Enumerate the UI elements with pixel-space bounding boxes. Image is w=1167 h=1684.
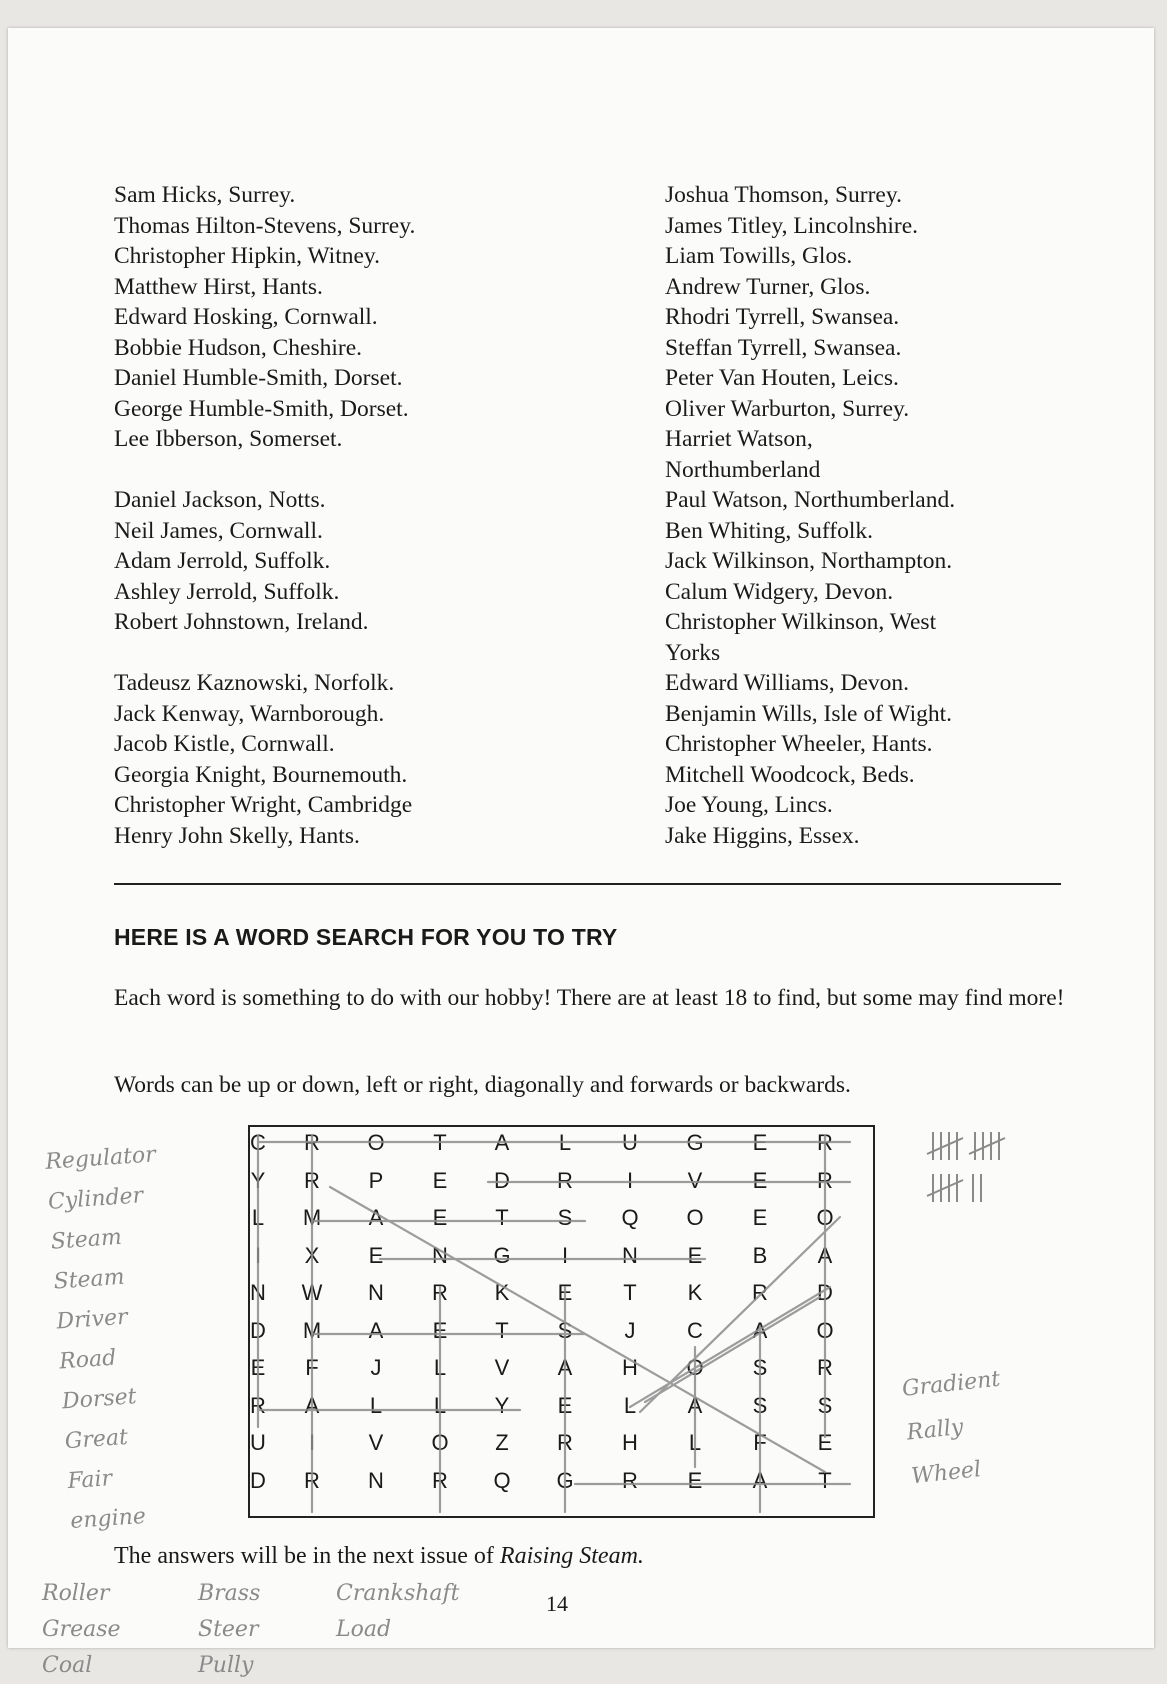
grid-letter: R <box>304 1130 320 1155</box>
grid-letter: Y <box>250 1167 266 1193</box>
grid-letter: S <box>557 1205 573 1230</box>
grid-letter: H <box>622 1355 638 1380</box>
grid-letter: D <box>250 1467 266 1493</box>
grid-letter: N <box>250 1280 266 1305</box>
grid-letter: A <box>817 1242 833 1268</box>
handwritten-word: Crankshaft <box>336 1581 460 1606</box>
handwritten-notes-bottom-2 <box>198 1576 260 1684</box>
grid-letter: E <box>432 1167 448 1193</box>
grid-letter: U <box>250 1430 266 1455</box>
grid-letter: R <box>304 1167 320 1193</box>
grid-letter: I <box>561 1242 569 1268</box>
grid-letter: N <box>432 1242 448 1268</box>
list-gap <box>114 455 415 486</box>
grid-letter: M <box>302 1317 322 1343</box>
grid-letter: E <box>250 1355 266 1380</box>
grid-letter: O <box>816 1205 834 1230</box>
grid-letter: Q <box>493 1467 511 1493</box>
grid-letter: J <box>624 1317 636 1343</box>
grid-letter: Z <box>495 1430 509 1455</box>
handwritten-notes-left <box>44 1135 182 1542</box>
member-name: Adam Jerrold, Suffolk. <box>114 548 331 574</box>
grid-letter: L <box>558 1130 572 1155</box>
word-search-heading: HERE IS A WORD SEARCH FOR YOU TO TRY <box>114 924 618 950</box>
grid-letter: B <box>752 1242 768 1268</box>
member-name: Jack Wilkinson, Northampton. <box>665 548 953 574</box>
page-number: 14 <box>546 1591 568 1616</box>
grid-letter: S <box>557 1317 573 1343</box>
grid-letter: L <box>623 1392 637 1418</box>
grid-letter: E <box>557 1392 573 1418</box>
grid-letter: R <box>817 1355 833 1380</box>
grid-letter: D <box>494 1167 510 1193</box>
member-name: Ashley Jerrold, Suffolk. <box>114 578 340 605</box>
handwritten-word: Grease <box>42 1617 121 1642</box>
handwritten-word: Rally <box>905 1414 965 1446</box>
handwritten-word: Great <box>64 1424 129 1455</box>
grid-letter: I <box>308 1430 316 1455</box>
word-search-rules: Words can be up or down, left or right, diagonally and forwards or backwards. <box>114 1072 851 1098</box>
grid-letter: T <box>495 1205 509 1230</box>
grid-letter: W <box>301 1280 323 1305</box>
grid-letter: S <box>752 1392 768 1418</box>
member-name: Harriet Watson, <box>665 426 813 452</box>
grid-letter: C <box>687 1317 703 1343</box>
grid-letter: P <box>368 1167 384 1193</box>
grid-letter: D <box>817 1280 833 1305</box>
grid-letter: L <box>251 1205 265 1230</box>
member-name: Joshua Thomson, Surrey. <box>665 182 902 208</box>
member-name: Neil James, Cornwall. <box>114 517 323 544</box>
magazine-page <box>8 28 1154 1678</box>
grid-letter: R <box>752 1280 768 1305</box>
grid-letter: V <box>494 1355 510 1380</box>
member-name: Calum Widgery, Devon. <box>665 578 894 605</box>
grid-letter: E <box>368 1242 384 1268</box>
grid-letter: Y <box>494 1392 510 1418</box>
grid-letter: G <box>493 1242 511 1268</box>
grid-letter: R <box>432 1467 448 1493</box>
member-name: Steffan Tyrrell, Swansea. <box>665 334 902 361</box>
grid-letter: V <box>368 1430 384 1455</box>
handwritten-word: Cylinder <box>47 1183 144 1215</box>
member-name: Robert Johnstown, Ireland. <box>114 609 369 635</box>
handwritten-notes-right <box>900 1358 1012 1500</box>
handwritten-notes-bottom-3 <box>336 1576 460 1648</box>
grid-letter: E <box>817 1430 833 1455</box>
grid-letter: G <box>686 1130 704 1155</box>
word-search-intro: Each word is something to do with our hobby! There are at least 18 to find, but some may find more! <box>114 985 1065 1011</box>
grid-letter: R <box>557 1167 573 1193</box>
handwritten-word: Pully <box>198 1653 254 1678</box>
member-name: Paul Watson, Northumberland. <box>665 487 956 513</box>
member-name: Ben Whiting, Suffolk. <box>665 517 874 544</box>
grid-letter: T <box>495 1317 509 1343</box>
member-name: Daniel Humble-Smith, Dorset. <box>114 365 403 391</box>
handwritten-word: Steam <box>52 1264 126 1295</box>
grid-letter: I <box>626 1167 634 1193</box>
grid-letter: U <box>622 1130 638 1155</box>
member-name: Georgia Knight, Bournemouth. <box>114 761 408 788</box>
member-name: Jack Kenway, Warnborough. <box>114 700 385 727</box>
grid-letter: A <box>752 1467 768 1493</box>
grid-letter: T <box>818 1467 832 1493</box>
member-name: Sam Hicks, Surrey. <box>114 182 296 208</box>
member-name: James Titley, Lincolnshire. <box>665 212 919 239</box>
handwritten-word: Brass <box>198 1581 261 1606</box>
handwritten-word: Wheel <box>910 1457 983 1490</box>
member-name: Daniel Jackson, Notts. <box>114 487 326 513</box>
grid-letter: O <box>431 1430 449 1455</box>
grid-letter: E <box>687 1467 703 1493</box>
handwritten-word: Gradient <box>900 1366 1002 1402</box>
grid-letter: R <box>557 1430 573 1455</box>
member-name: Jake Higgins, Essex. <box>665 822 860 849</box>
grid-letter: F <box>753 1430 767 1455</box>
grid-letter: R <box>432 1280 448 1305</box>
member-name: Yorks <box>665 639 721 666</box>
grid-letter: X <box>304 1242 320 1268</box>
grid-letter: K <box>687 1280 703 1305</box>
handwritten-word: Coal <box>42 1653 93 1678</box>
footer-text: The answers will be in the next issue of <box>114 1543 500 1569</box>
handwritten-word: Steam <box>50 1224 123 1255</box>
grid-letter: J <box>370 1355 382 1380</box>
word-search-footer <box>114 1543 644 1570</box>
section-divider <box>114 883 1061 885</box>
grid-letter: G <box>556 1467 574 1493</box>
member-name: Bobbie Hudson, Cheshire. <box>114 334 363 361</box>
handwritten-word: Dorset <box>61 1384 138 1415</box>
grid-letter: T <box>433 1130 447 1155</box>
grid-letter: L <box>369 1392 383 1418</box>
pencil-line-diag-1 <box>330 1187 825 1472</box>
grid-letter: R <box>304 1467 320 1493</box>
grid-letter: E <box>752 1205 768 1230</box>
handwritten-word: Roller <box>42 1581 110 1606</box>
grid-letter: E <box>752 1167 768 1193</box>
member-name: Lee Ibberson, Somerset. <box>114 426 343 452</box>
grid-letter: O <box>686 1205 704 1230</box>
grid-letter: A <box>494 1130 510 1155</box>
member-name: Matthew Hirst, Hants. <box>114 273 323 300</box>
member-name: Henry John Skelly, Hants. <box>114 822 360 849</box>
member-name: Mitchell Woodcock, Beds. <box>665 761 915 788</box>
grid-letter: A <box>752 1317 768 1343</box>
member-name: Benjamin Wills, Isle of Wight. <box>665 700 953 727</box>
grid-letter: R <box>817 1130 833 1155</box>
grid-letter: I <box>254 1242 262 1268</box>
grid-letter: E <box>752 1130 768 1155</box>
member-name: Northumberland <box>665 456 821 483</box>
grid-letter: A <box>557 1355 573 1380</box>
grid-letter: E <box>432 1317 448 1343</box>
member-name: Oliver Warburton, Surrey. <box>665 395 910 422</box>
grid-letter: R <box>250 1392 266 1418</box>
member-list-right <box>665 180 955 851</box>
grid-letter: D <box>250 1317 266 1343</box>
grid-letter: V <box>687 1167 703 1193</box>
grid-letter: F <box>305 1355 319 1380</box>
grid-letter: M <box>302 1205 322 1230</box>
handwritten-word: Regulator <box>44 1142 157 1175</box>
member-name: Joe Young, Lincs. <box>665 792 833 818</box>
handwritten-word: Driver <box>55 1304 129 1335</box>
grid-letter: L <box>688 1430 702 1455</box>
handwritten-word: Steer <box>198 1617 259 1642</box>
grid-letter: R <box>622 1467 638 1493</box>
member-name: Peter Van Houten, Leics. <box>665 365 899 391</box>
grid-letter: E <box>557 1280 573 1305</box>
pencil-line-diag-4 <box>640 1217 840 1412</box>
grid-letter: N <box>622 1242 638 1268</box>
member-name: Liam Towills, Glos. <box>665 243 853 269</box>
grid-letter: R <box>817 1167 833 1193</box>
member-name: Edward Hosking, Cornwall. <box>114 304 378 330</box>
grid-letter: Q <box>621 1205 639 1230</box>
handwritten-word: Load <box>336 1617 392 1642</box>
member-name: Tadeusz Kaznowski, Norfolk. <box>114 670 395 696</box>
pencil-answer-lines <box>250 1127 873 1516</box>
member-name: Edward Williams, Devon. <box>665 670 910 696</box>
grid-letter: A <box>368 1317 384 1343</box>
grid-letter: O <box>816 1317 834 1343</box>
member-list-left <box>114 180 415 851</box>
grid-letter: N <box>368 1467 384 1493</box>
grid-letter: K <box>494 1280 510 1305</box>
grid-letter: L <box>433 1392 447 1418</box>
grid-letter: L <box>433 1355 447 1380</box>
grid-letter: C <box>250 1130 266 1155</box>
member-name: Jacob Kistle, Cornwall. <box>114 731 335 757</box>
grid-letter: A <box>687 1392 703 1418</box>
pencil-line-diag-2 <box>630 1287 830 1407</box>
member-name: Christopher Wright, Cambridge <box>114 792 413 818</box>
magazine-title: Raising Steam. <box>499 1543 644 1569</box>
grid-letter: H <box>622 1430 638 1455</box>
grid-letter: S <box>752 1355 768 1380</box>
member-name: Christopher Hipkin, Witney. <box>114 243 381 269</box>
pencil-line-diag-3 <box>645 1297 820 1402</box>
handwritten-word: engine <box>69 1503 147 1535</box>
grid-letter: N <box>368 1280 384 1305</box>
member-name: Christopher Wilkinson, West <box>665 609 937 635</box>
handwritten-notes-bottom-1 <box>42 1576 121 1684</box>
grid-letter: A <box>304 1392 320 1418</box>
member-name: Andrew Turner, Glos. <box>665 273 871 300</box>
grid-letter: T <box>623 1280 637 1305</box>
grid-letter: O <box>367 1130 385 1155</box>
member-name: Rhodri Tyrrell, Swansea. <box>665 304 900 330</box>
grid-letter: E <box>432 1205 448 1230</box>
word-search-grid <box>248 1125 875 1518</box>
handwritten-word: Fair <box>66 1466 113 1495</box>
grid-letter: O <box>686 1355 704 1380</box>
member-name: Christopher Wheeler, Hants. <box>665 731 933 757</box>
pencil-tally-marks <box>923 1124 1033 1214</box>
list-gap <box>114 638 415 669</box>
member-name: George Humble-Smith, Dorset. <box>114 395 409 422</box>
grid-letter: E <box>687 1242 703 1268</box>
member-name: Thomas Hilton-Stevens, Surrey. <box>114 212 416 239</box>
grid-letter: A <box>368 1205 384 1230</box>
grid-letter: S <box>817 1392 833 1418</box>
handwritten-word: Road <box>58 1345 118 1375</box>
